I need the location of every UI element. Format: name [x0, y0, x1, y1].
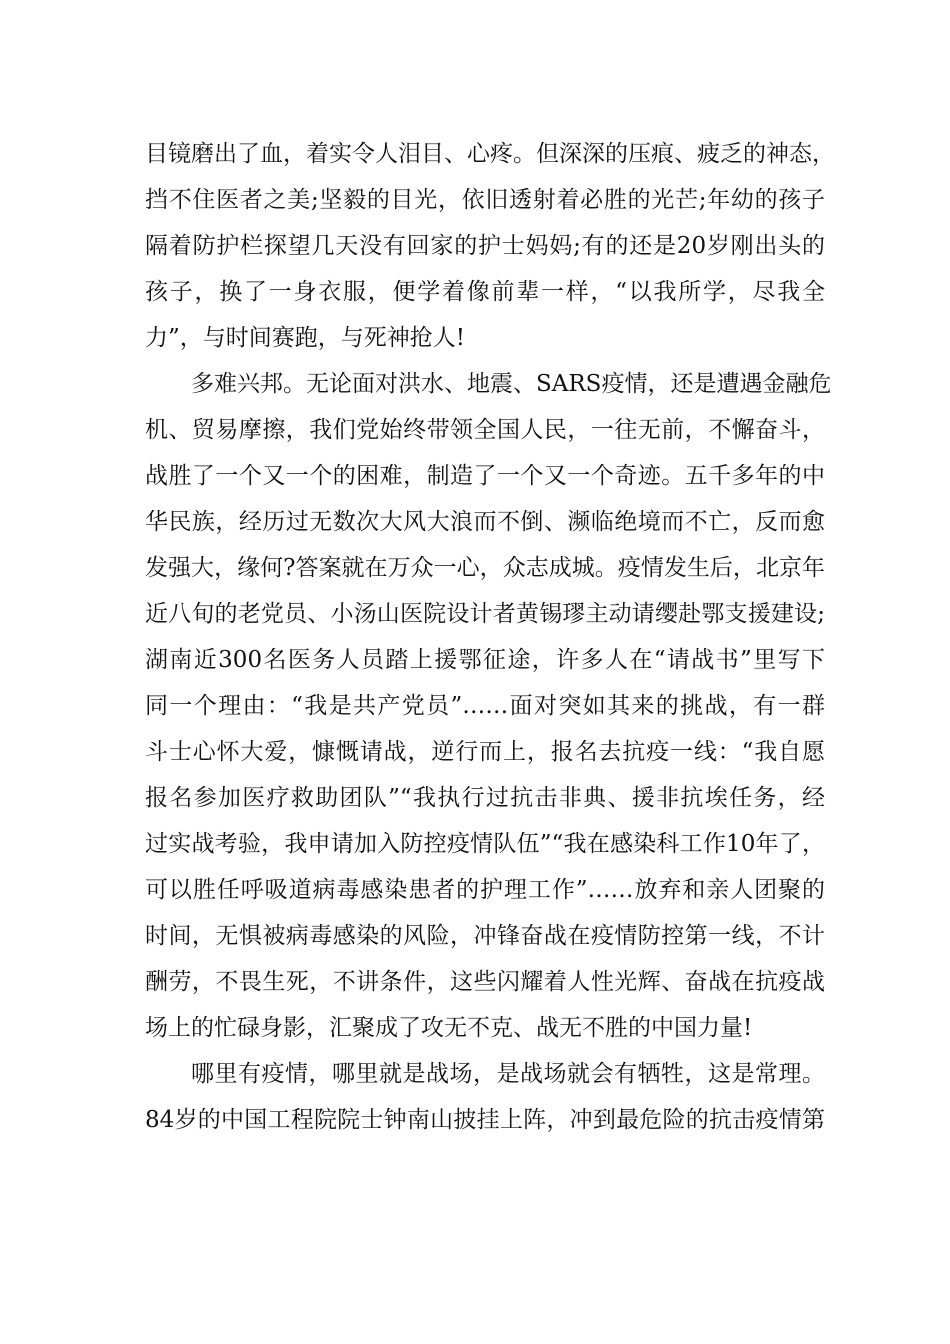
text-line: 酬劳，不畏生死，不讲条件，这些闪耀着人性光辉、奋战在抗疫战: [145, 969, 825, 995]
text-line: 近八旬的老党员、小汤山医院设计者黄锡璆主动请缨赴鄂支援建设;: [145, 601, 825, 627]
text-line: 华民族，经历过无数次大风大浪而不倒、濒临绝境而不亡，反而愈: [145, 509, 825, 535]
text-line: 目镜磨出了血，着实令人泪目、心疼。但深深的压痕、疲乏的神态，: [145, 141, 835, 167]
text-line: 可以胜任呼吸道病毒感染患者的护理工作”……放弃和亲人团聚的: [145, 877, 825, 903]
text-line: 84岁的中国工程院院士钟南山披挂上阵，冲到最危险的抗击疫情第: [145, 1107, 825, 1133]
text-line: 发强大，缘何?答案就在万众一心，众志成城。疫情发生后，北京年: [145, 555, 825, 581]
text-line: 力”，与时间赛跑，与死神抢人!: [145, 325, 466, 351]
paragraph-first-line: 多难兴邦。无论面对洪水、地震、SARS疫情，还是遭遇金融危: [191, 371, 832, 397]
text-line: 斗士心怀大爱，慷慨请战，逆行而上，报名去抗疫一线：“我自愿: [145, 739, 825, 765]
text-line: 孩子，换了一身衣服，便学着像前辈一样，“以我所学，尽我全: [145, 279, 825, 305]
text-line: 同一个理由：“我是共产党员”……面对突如其来的挑战，有一群: [145, 693, 825, 719]
text-line: 隔着防护栏探望几天没有回家的护士妈妈;有的还是20岁刚出头的: [145, 233, 825, 259]
text-line: 战胜了一个又一个的困难，制造了一个又一个奇迹。五千多年的中: [145, 463, 825, 489]
text-line: 机、贸易摩擦，我们党始终带领全国人民，一往无前，不懈奋斗，: [145, 417, 825, 443]
paragraph-first-line: 哪里有疫情，哪里就是战场，是战场就会有牺牲，这是常理。: [191, 1061, 825, 1087]
text-line: 报名参加医疗救助团队”“我执行过抗击非典、援非抗埃任务，经: [145, 785, 825, 811]
text-line: 挡不住医者之美;坚毅的目光，依旧透射着必胜的光芒;年幼的孩子: [145, 187, 825, 213]
text-line: 过实战考验，我申请加入防控疫情队伍”“我在感染科工作10年了，: [145, 831, 825, 857]
text-line: 时间，无惧被病毒感染的风险，冲锋奋战在疫情防控第一线，不计: [145, 923, 825, 949]
text-line: 场上的忙碌身影，汇聚成了攻无不克、战无不胜的中国力量!: [145, 1015, 753, 1041]
text-line: 湖南近300名医务人员踏上援鄂征途，许多人在“请战书”里写下: [145, 647, 825, 673]
